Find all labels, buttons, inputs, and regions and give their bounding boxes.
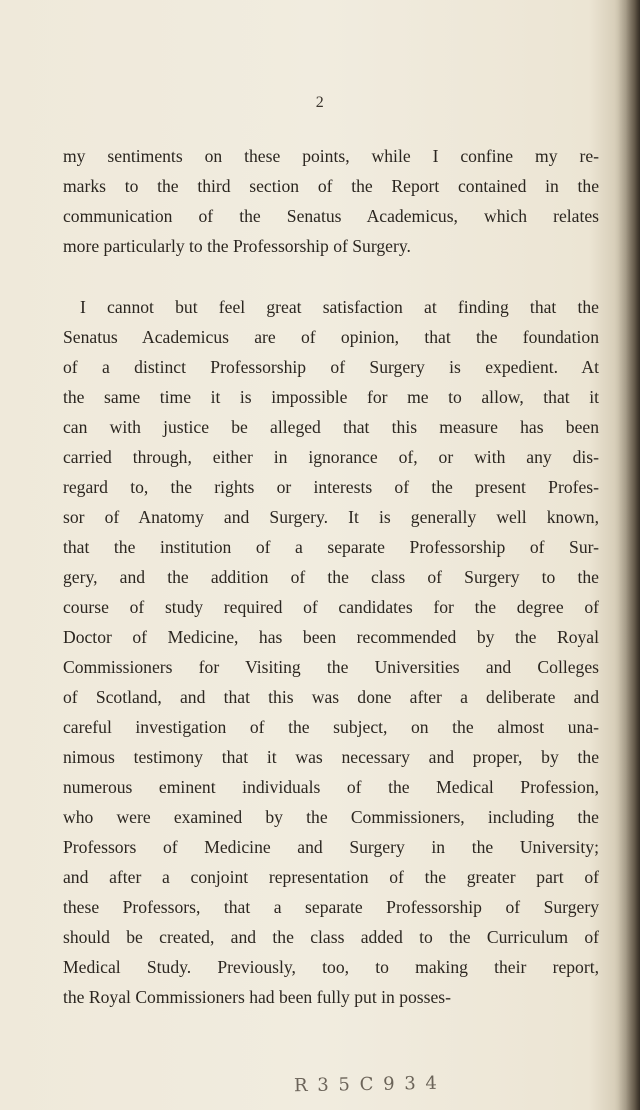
text-line: Senatus Academicus are of opinion, that the foundation — [63, 327, 599, 347]
page-number: 2 — [315, 94, 325, 111]
text-line: I cannot but feel great satisfaction at finding that the — [80, 297, 599, 317]
text-line: communication of the Senatus Academicus, which relates — [63, 206, 599, 226]
text-line: these Professors, that a separate Professorship of Surgery — [63, 897, 599, 917]
text-line: Professors of Medicine and Surgery in the University; — [63, 837, 599, 857]
text-line: who were examined by the Commissioners, including the — [63, 807, 599, 827]
text-line: careful investigation of the subject, on the almost una- — [63, 717, 599, 737]
text-line: Doctor of Medicine, has been recommended by the Royal — [63, 627, 599, 647]
text-line: of a distinct Professorship of Surgery is expedient. At — [63, 357, 599, 377]
text-line: sor of Anatomy and Surgery. It is generally well known, — [63, 507, 599, 527]
text-line: Medical Study. Previously, too, to making their report, — [63, 957, 599, 977]
text-line: should be created, and the class added to the Curriculum of — [63, 927, 599, 947]
text-line: more particularly to the Professorship of Surgery. — [63, 236, 411, 256]
text-line: regard to, the rights or interests of the present Profes- — [63, 477, 599, 497]
text-line: the same time it is impossible for me to allow, that it — [63, 387, 599, 407]
catalog-mark: R 3 5 C 9 3 4 — [293, 1072, 440, 1097]
text-line: carried through, either in ignorance of, or with any dis- — [63, 447, 599, 467]
text-line: my sentiments on these points, while I confine my re- — [63, 146, 599, 166]
text-line: course of study required of candidates for the degree of — [63, 597, 599, 617]
text-line: of Scotland, and that this was done after a deliberate and — [63, 687, 599, 707]
page-edge-shadow — [618, 0, 640, 1110]
body-text — [63, 141, 599, 1012]
paragraph-1 — [63, 141, 599, 261]
paragraph-gap — [63, 261, 599, 292]
paragraph-2 — [63, 292, 599, 1012]
text-line: and after a conjoint representation of the greater part of — [63, 867, 599, 887]
text-line: the Royal Commissioners had been fully put in posses- — [63, 987, 451, 1007]
text-line: numerous eminent individuals of the Medical Profession, — [63, 777, 599, 797]
text-line: that the institution of a separate Professorship of Sur- — [63, 537, 599, 557]
text-line: marks to the third section of the Report contained in the — [63, 176, 599, 196]
text-line: can with justice be alleged that this measure has been — [63, 417, 599, 437]
text-line: nimous testimony that it was necessary and proper, by the — [63, 747, 599, 767]
text-line: gery, and the addition of the class of Surgery to the — [63, 567, 599, 587]
text-line: Commissioners for Visiting the Universities and Colleges — [63, 657, 599, 677]
